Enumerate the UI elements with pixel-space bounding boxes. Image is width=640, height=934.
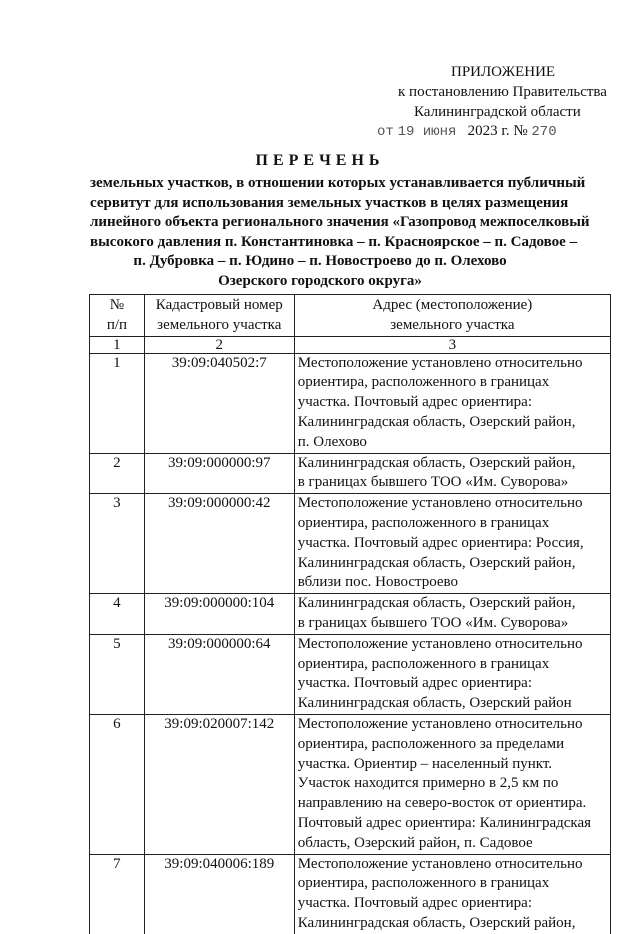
table-row xyxy=(90,594,611,635)
plot-address: Местоположение установлено относительно ориентира, расположенного в границах участка. Почтовый адрес ориентира: Калининградская область, Озерский район, п. Олехово xyxy=(294,353,610,453)
heading-line: высокого давления п. Константиновка – п. Красноярское – п. Садовое – xyxy=(90,233,578,250)
index-cell: 3 xyxy=(294,336,610,353)
plot-address: Калининградская область, Озерский район, в границах бывшего ТОО «Им. Суворова» xyxy=(294,594,610,635)
row-number: 7 xyxy=(90,854,145,934)
table-row xyxy=(90,714,611,854)
row-number: 1 xyxy=(90,353,145,453)
heading-line: сервитут для использования земельных участков в целях размещения xyxy=(90,194,569,211)
heading-line: земельных участков, в отношении которых устанавливается публичный xyxy=(90,175,586,191)
table-index-row xyxy=(90,336,611,353)
heading-line: п. Дубровка – п. Юдино – п. Новостроево до п. Олехово xyxy=(133,253,507,269)
cadastral-number: 39:09:000000:42 xyxy=(144,494,294,594)
plot-address: Местоположение установлено относительно ориентира, расположенного в границах участка. Почтовый адрес ориентира: Калининградская область, Озерский район, xyxy=(294,854,610,934)
heading-title: ПЕРЕЧЕНЬ xyxy=(255,152,385,169)
date-prefix: от xyxy=(377,124,394,140)
table-row xyxy=(90,854,611,934)
cadastral-number: 39:09:000000:104 xyxy=(144,594,294,635)
table-row xyxy=(90,494,611,594)
document-heading xyxy=(90,152,590,291)
header-cadastral: Кадастровый номер земельного участка xyxy=(144,295,294,337)
table-row xyxy=(90,634,611,714)
appendix-line-1: к постановлению Правительства xyxy=(398,84,607,100)
heading-line: линейного объекта регионального значения «Газопровод межпоселковый xyxy=(90,214,590,230)
row-number: 4 xyxy=(90,594,145,635)
table-header-row xyxy=(90,295,611,337)
plot-address: Местоположение установлено относительно ориентира, расположенного за пределами участка. Ориентир – населенный пункт. Участок находится примерно в 2,5 км по направлению на северо-восток от ориентира. Почтовый адрес ориентира: Калининградская область, Озерский район, п. Садовое xyxy=(294,714,610,854)
date-filled: 19 июня xyxy=(397,124,457,140)
date-year: 2023 г. № xyxy=(467,123,528,139)
table-row xyxy=(90,353,611,453)
plot-address: Местоположение установлено относительно ориентира, расположенного в границах участка. Почтовый адрес ориентира: Россия, Калининградская область, Озерский район, вблизи пос. Новостроево xyxy=(294,494,610,594)
cadastral-number: 39:09:000000:97 xyxy=(144,453,294,494)
header-address: Адрес (местоположение) земельного участка xyxy=(294,295,610,337)
table-row xyxy=(90,453,611,494)
row-number: 6 xyxy=(90,714,145,854)
appendix-line-2: Калининградской области xyxy=(414,104,581,120)
cadastral-number: 39:09:020007:142 xyxy=(144,714,294,854)
header-number: № п/п xyxy=(90,295,145,337)
appendix-title: ПРИЛОЖЕНИЕ xyxy=(451,64,556,80)
appendix-date-line xyxy=(377,123,557,140)
row-number: 5 xyxy=(90,634,145,714)
document-number: 270 xyxy=(531,124,557,140)
land-plots-table xyxy=(89,294,611,934)
row-number: 3 xyxy=(90,494,145,594)
plot-address: Местоположение установлено относительно ориентира, расположенного в границах участка. Почтовый адрес ориентира: Калининградская область, Озерский район xyxy=(294,634,610,714)
cadastral-number: 39:09:040006:189 xyxy=(144,854,294,934)
plot-address: Калининградская область, Озерский район, в границах бывшего ТОО «Им. Суворова» xyxy=(294,453,610,494)
index-cell: 2 xyxy=(144,336,294,353)
cadastral-number: 39:09:040502:7 xyxy=(144,353,294,453)
cadastral-number: 39:09:000000:64 xyxy=(144,634,294,714)
row-number: 2 xyxy=(90,453,145,494)
index-cell: 1 xyxy=(90,336,145,353)
heading-line: Озерского городского округа» xyxy=(218,272,422,289)
